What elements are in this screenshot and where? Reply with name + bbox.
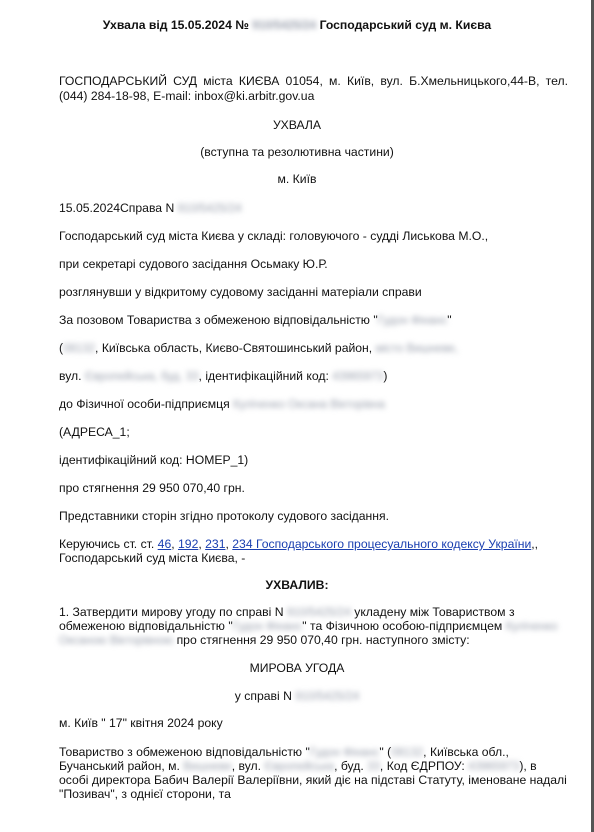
point1-line1 xyxy=(59,605,568,620)
article-192-link[interactable]: 192 xyxy=(178,537,199,551)
company-h: ), в xyxy=(519,759,537,773)
claim-line xyxy=(59,313,452,328)
court-composition: Господарський суд міста Києва у складі: головуючого - судді Лиськова М.О., xyxy=(59,229,489,243)
point1-line3 xyxy=(59,633,470,648)
guided-prefix: Керуючись ст. ст. xyxy=(59,537,155,551)
street-name: Європейська, буд. 33 xyxy=(84,371,199,383)
agreement-case-text: у справі N xyxy=(234,689,292,703)
agreement-date: м. Київ " 17" квітня 2024 року xyxy=(59,716,223,730)
guided-line-2: Господарський суд міста Києва, - xyxy=(59,551,246,565)
agreement-title: МИРОВА УГОДА xyxy=(249,661,345,675)
company-g: , Код ЄДРПОУ: xyxy=(379,759,465,773)
article-234-link[interactable]: 234 Господарського процесуального кодексу України xyxy=(232,537,532,551)
address-town: місто Вишневе, xyxy=(375,343,459,355)
reviewed-line: розглянувши у відкритому судовому засіданні матеріали справи xyxy=(59,285,422,299)
claim-suffix: " xyxy=(447,313,452,327)
company-d: Бучанський район, м. xyxy=(59,759,180,773)
date-case-number: 910/5425/24 xyxy=(177,203,242,215)
address-mid: , Київська область, Києво-Святошинський район, xyxy=(95,341,373,355)
company-name: Гудон Фінанс xyxy=(309,747,380,759)
decided-heading: УХВАЛИВ: xyxy=(265,578,329,592)
defendant-name: Кулiченко Оксана Вікторівна xyxy=(233,399,385,411)
company-building: 33 xyxy=(367,761,380,773)
company-town: Вишневе xyxy=(183,761,232,773)
point1-person-2: Оксаною Вікторівною xyxy=(59,635,174,647)
defendant-prefix: до Фізичної особи-підприємця xyxy=(59,397,230,411)
point1-a: 1. Затвердити мирову угоду по справі N xyxy=(59,605,284,619)
representatives-line: Представники сторін згідно протоколу судового засідання. xyxy=(59,509,389,523)
header-case-number: 910/5425/24 xyxy=(252,20,317,32)
company-street: Європейська xyxy=(264,761,335,773)
guided-suffix: ,, xyxy=(531,537,539,551)
company-e: , вул. xyxy=(231,759,262,773)
secretary-line: при секретарі судового засідання Осьмаку Ю.Р. xyxy=(59,257,328,271)
city: м. Київ xyxy=(277,172,317,186)
company-a: Товариство з обмеженою відповідальністю " xyxy=(59,745,310,759)
document-header xyxy=(0,18,594,33)
address-placeholder: (АДРЕСА_1; xyxy=(59,425,130,439)
document-title: УХВАЛА xyxy=(272,118,322,132)
street-prefix: вул. xyxy=(59,369,82,383)
street-suffix: ) xyxy=(383,369,388,383)
claim-company: Гудон Фінанс xyxy=(377,315,448,327)
point1-person-1: Кулiченко xyxy=(505,621,558,633)
company-code: 43965973 xyxy=(468,761,520,773)
recovery-line: про стягнення 29 950 070,40 грн. xyxy=(59,481,245,495)
address-line: (08132, Київська область, Києво-Святошинський район, місто Вишневе, xyxy=(59,341,459,355)
agreement-case-number: 910/5425/24 xyxy=(295,691,360,703)
street-line xyxy=(59,369,387,384)
article-231-link[interactable]: 231 xyxy=(205,537,226,551)
company-line4: "Позивач", з однієї сторони, та xyxy=(59,787,231,801)
id-code: 43965973 xyxy=(332,371,384,383)
company-b: " ( xyxy=(379,745,392,759)
point1-d: " та Фізичною особою-підприємцем xyxy=(302,619,503,633)
point1-e: про стягнення 29 950 070,40 грн. наступного змісту: xyxy=(176,633,470,647)
id-placeholder: ідентифікаційний код: НОМЕР_1) xyxy=(59,453,249,467)
address-index: 08132 xyxy=(63,343,96,355)
company-index: 08132 xyxy=(391,747,424,759)
header-prefix: Ухвала від 15.05.2024 № xyxy=(102,18,249,32)
point1-case-number: 910/5425/24 xyxy=(286,607,351,619)
point1-line2 xyxy=(59,619,568,634)
point1-c: обмеженою відповідальністю " xyxy=(59,619,233,633)
point1-company: Гудон Фінанс xyxy=(232,621,303,633)
agreement-case xyxy=(0,689,594,704)
court-address: ГОСПОДАРСЬКИЙ СУД міста КИЄВА 01054, м. Київ, вул. Б.Хмельницького,44-В, тел. (044) 284-18-98, E-mail: inbox@ki.arbitr.gov.ua xyxy=(59,74,568,103)
defendant-line xyxy=(59,397,385,412)
point1-b: укладену між Товариством з xyxy=(354,605,515,619)
company-f: , буд. xyxy=(334,759,364,773)
article-46-link[interactable]: 46 xyxy=(157,537,172,551)
company-c: , Київська обл., xyxy=(423,745,509,759)
document-subtitle: (вступна та резолютивна частини) xyxy=(200,145,394,159)
claim-prefix: За позовом Товариства з обмеженою відповідальністю " xyxy=(59,313,378,327)
guided-line: Керуючись ст. ст. 46, 192, 231, 234 Господарського процесуального кодексу України,, xyxy=(59,537,539,551)
date-case-line xyxy=(59,201,242,216)
street-mid: , ідентифікаційний код: xyxy=(198,369,329,383)
company-line1 xyxy=(59,745,509,760)
company-line2 xyxy=(59,759,537,774)
date-case-text: 15.05.2024Справа N xyxy=(59,201,175,215)
header-court: Господарський суд м. Києва xyxy=(319,18,492,32)
company-line3: особі директора Бабич Валерії Валеріївни, який діє на підставі Статуту, іменоване надалі xyxy=(59,773,567,787)
